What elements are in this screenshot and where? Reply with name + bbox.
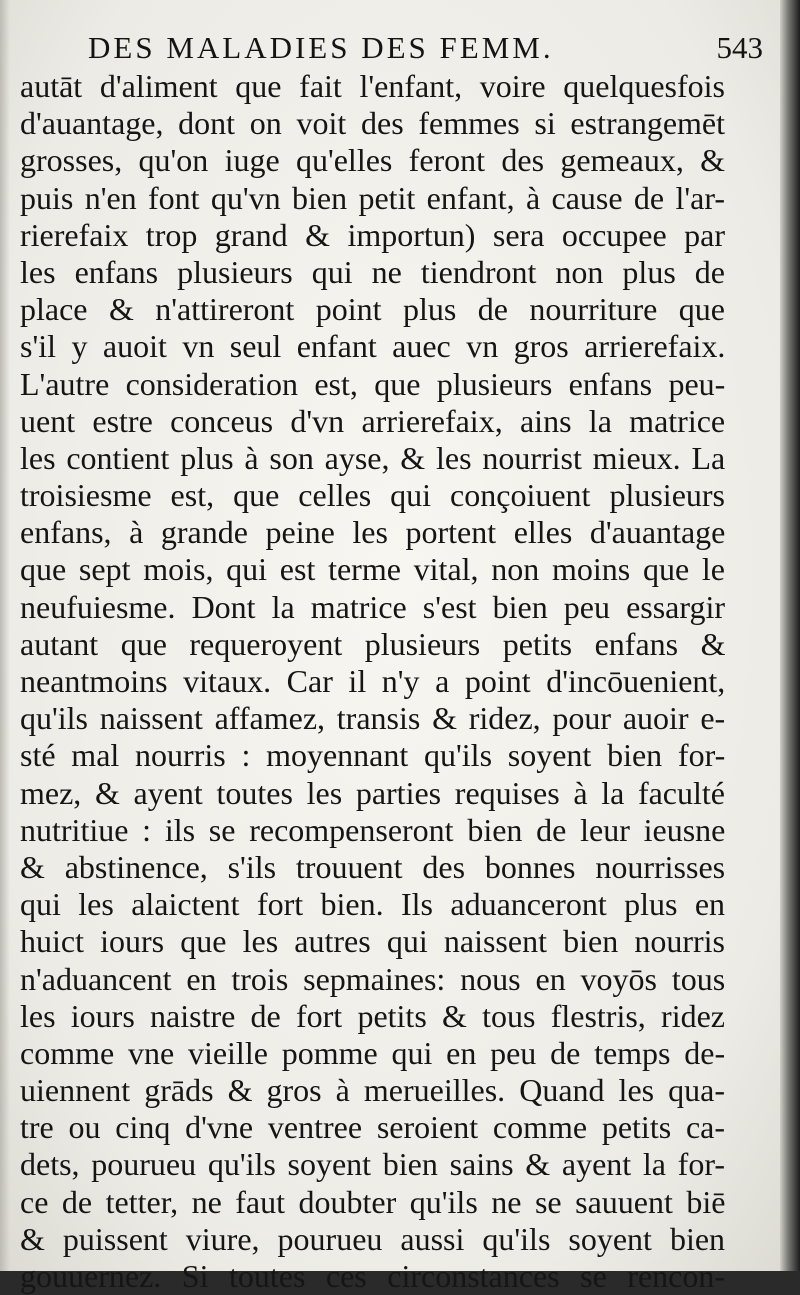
page-edge-shadow — [780, 0, 800, 1271]
text-line: autāt d'aliment que fait l'enfant, voire quelquesfois — [20, 68, 725, 104]
text-line: uent estre conceus d'vn arrierefaix, ains la matrice — [20, 402, 726, 439]
text-line: uiennent grāds & gros à merueilles. Quand les qua- — [20, 1072, 725, 1109]
running-head — [88, 30, 763, 70]
text-line: d'auantage, dont on voit des femmes si estrangemēt — [20, 105, 726, 142]
text-line: gouuernez. Si toutes ces circonstances se rencon- — [20, 1258, 725, 1294]
text-line: ce de tetter, ne faut doubter qu'ils ne se sauuent biē — [20, 1183, 726, 1220]
text-line: tre ou cinq d'vne ventree seroient comme petits ca- — [20, 1109, 725, 1146]
text-line: rierefaix trop grand & importun) sera occupee par — [20, 216, 725, 253]
text-line: grosses, qu'on iuge qu'elles feront des gemeaux, & — [20, 142, 725, 179]
body-text — [20, 68, 725, 1295]
text-line: mez, & ayent toutes les parties requises à la faculté — [20, 774, 725, 811]
text-line: place & n'attireront point plus de nourriture que — [20, 291, 725, 328]
text-line: comme vne vieille pomme qui en peu de temps de- — [20, 1034, 726, 1071]
text-line: enfans, à grande peine les portent elles d'auantage — [20, 514, 726, 551]
text-line: n'aduancent en trois sepmaines: nous en voyōs tous — [20, 960, 726, 997]
page-gutter-shadow — [0, 0, 10, 1271]
text-line: que sept mois, qui est terme vital, non moins que le — [20, 551, 725, 588]
text-line: & abstinence, s'ils trouuent des bonnes nourrisses — [20, 848, 726, 885]
text-line: & puissent viure, pourueu aussi qu'ils soyent bien — [20, 1220, 726, 1257]
text-line: L'autre consideration est, que plusieurs enfans peu- — [20, 365, 726, 402]
text-line: nutritiue : ils se recompenseront bien de leur ieusne — [20, 811, 726, 848]
running-head-title: DES MALADIES DES FEMM. — [88, 30, 554, 65]
text-line: huict iours que les autres qui naissent bien nourris — [20, 923, 725, 960]
text-line: puis n'en font qu'vn bien petit enfant, à cause de l'ar- — [20, 179, 725, 216]
text-line: neantmoins vitaux. Car il n'y a point d'incōuenient, — [20, 663, 726, 699]
text-line: qu'ils naissent affamez, transis & ridez, pour auoir e- — [20, 700, 726, 737]
text-line: qui les alaictent fort bien. Ils aduanceront plus en — [20, 886, 726, 923]
text-line: sté mal nourris : moyennant qu'ils soyent bien for- — [20, 737, 726, 774]
text-line: s'il y auoit vn seul enfant auec vn gros arrierefaix. — [20, 328, 726, 365]
text-line: autant que requeroyent plusieurs petits enfans & — [20, 625, 726, 662]
text-line: les enfans plusieurs qui ne tiendront non plus de — [20, 253, 725, 290]
text-line: dets, pourueu qu'ils soyent bien sains & ayent la for- — [20, 1146, 725, 1183]
page-number: 543 — [716, 30, 763, 65]
text-line: neufuiesme. Dont la matrice s'est bien peu essargir — [20, 588, 725, 625]
text-line: troisiesme est, que celles qui conçoiuent plusieurs — [20, 477, 725, 514]
text-line: les iours naistre de fort petits & tous flestris, ridez — [20, 997, 725, 1034]
text-line: les contient plus à son ayse, & les nourrist mieux. La — [20, 439, 726, 476]
